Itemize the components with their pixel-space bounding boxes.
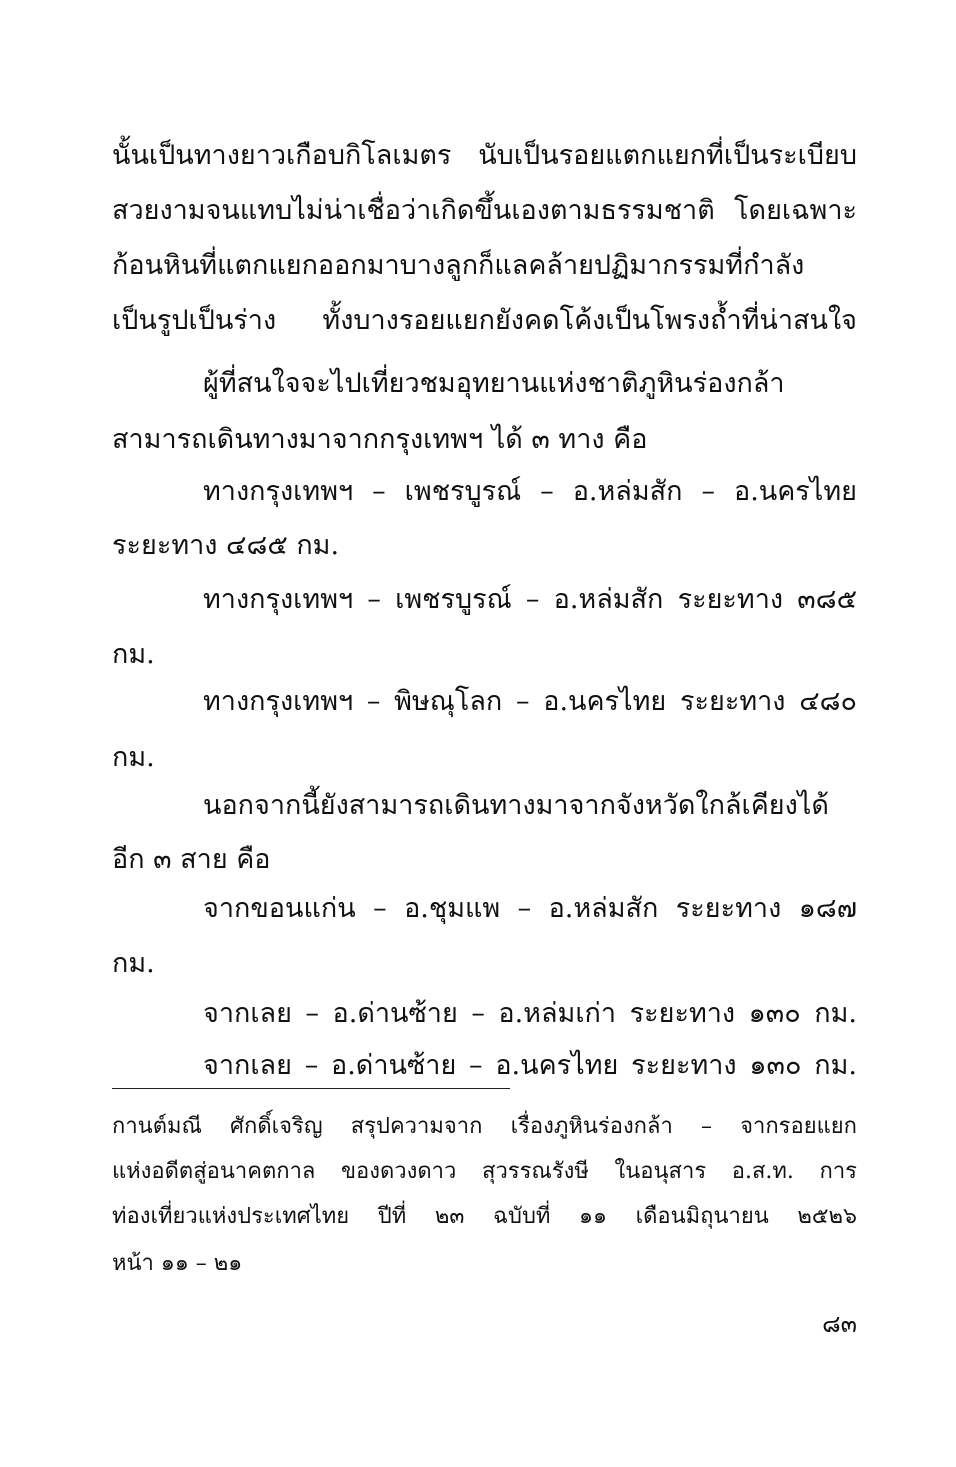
page-number: ๘๓: [822, 1310, 857, 1338]
paragraph-line: นั้นเป็นทางยาวเกือบกิโลเมตร นับเป็นรอยแตกแยกที่เป็นระเบียบ: [112, 140, 857, 171]
route-line: ระยะทาง ๔๘๕ กม.: [112, 530, 340, 561]
route-line: กม.: [112, 639, 155, 670]
route-line: จากขอนแก่น – อ.ชุมแพ – อ.หล่มสัก ระยะทาง ๑๘๗: [203, 893, 857, 924]
paragraph-line: อีก ๓ สาย คือ: [112, 844, 271, 875]
paragraph-line: เป็นรูปเป็นร่าง ทั้งบางรอยแยกยังคดโค้งเป็นโพรงถ้ำที่น่าสนใจ: [112, 305, 857, 336]
paragraph-line: สวยงามจนแทบไม่น่าเชื่อว่าเกิดขึ้นเองตามธรรมชาติ โดยเฉพาะ: [112, 195, 857, 226]
route-line: กม.: [112, 742, 155, 773]
paragraph-line: สามารถเดินทางมาจากกรุงเทพฯ ได้ ๓ ทาง คือ: [112, 424, 648, 455]
paragraph-line: นอกจากนี้ยังสามารถเดินทางมาจากจังหวัดใกล้เคียงได้: [203, 790, 829, 821]
paragraph-line: ผู้ที่สนใจจะไปเที่ยวชมอุทยานแห่งชาติภูหินร่องกล้า: [203, 368, 785, 399]
footnote-line: หน้า ๑๑ – ๒๑: [112, 1251, 243, 1276]
route-line: ทางกรุงเทพฯ – เพชรบูรณ์ – อ.หล่มสัก ระยะทาง ๓๘๕: [203, 584, 857, 615]
route-line: จากเลย – อ.ด่านซ้าย – อ.หล่มเก่า ระยะทาง ๑๓๐ กม.: [203, 998, 857, 1029]
paragraph-line: ก้อนหินที่แตกแยกออกมาบางลูกก็แลคล้ายปฏิมากรรมที่กำลัง: [112, 250, 805, 281]
footnote-line: แห่งอดีตสู่อนาคตกาล ของดวงดาว สุวรรณรังษี ในอนุสาร อ.ส.ท. การ: [112, 1159, 857, 1184]
route-line: กม.: [112, 948, 155, 979]
route-line: ทางกรุงเทพฯ – พิษณุโลก – อ.นครไทย ระยะทาง ๔๘๐: [203, 686, 857, 717]
footnote-line: ท่องเที่ยวแห่งประเทศไทย ปีที่ ๒๓ ฉบับที่ ๑๑ เดือนมิถุนายน ๒๕๒๖: [112, 1204, 857, 1229]
footnote-divider: [112, 1088, 510, 1089]
footnote-line: กานต์มณี ศักดิ์เจริญ สรุปความจาก เรื่องภูหินร่องกล้า – จากรอยแยก: [112, 1114, 857, 1139]
route-line: ทางกรุงเทพฯ – เพชรบูรณ์ – อ.หล่มสัก – อ.นครไทย: [203, 476, 857, 507]
route-line: จากเลย – อ.ด่านซ้าย – อ.นครไทย ระยะทาง ๑๓๐ กม.: [203, 1050, 857, 1081]
